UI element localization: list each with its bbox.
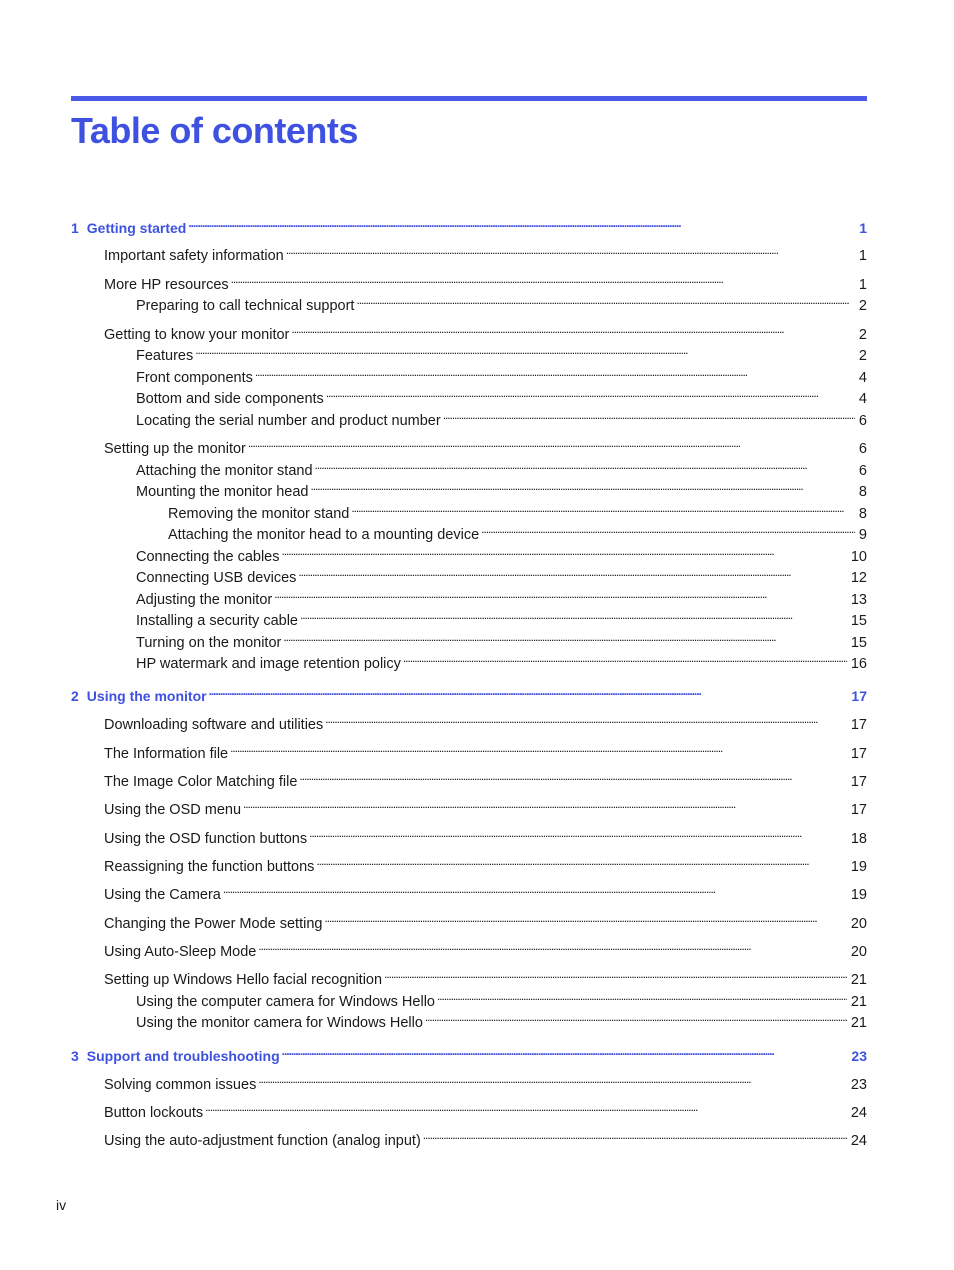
chapter-number: 2 — [71, 688, 79, 704]
toc-entry[interactable] — [104, 709, 867, 733]
toc-entry-title: Preparing to call technical support — [136, 298, 355, 314]
dot-leader — [356, 290, 854, 310]
toc-page-number: 20 — [850, 944, 867, 960]
toc-entry[interactable] — [104, 240, 867, 264]
dot-leader — [443, 405, 855, 425]
dot-leader — [299, 766, 846, 786]
toc-entry-title — [71, 686, 207, 706]
toc-entry[interactable] — [168, 498, 867, 522]
toc-page-number: 8 — [858, 484, 867, 500]
toc-entry-title: Reassigning the function buttons — [104, 859, 315, 875]
toc-entry-title: Downloading software and utilities — [104, 717, 324, 733]
toc-page-number: 20 — [850, 916, 867, 932]
toc-page-number: 23 — [851, 1048, 867, 1064]
toc-entry-title: Setting up Windows Hello facial recognition — [104, 972, 383, 988]
toc-entry-title: Important safety information — [104, 248, 284, 264]
dot-leader — [384, 964, 847, 984]
toc-entry[interactable] — [104, 936, 867, 960]
toc-entry[interactable] — [104, 738, 867, 762]
toc-entry[interactable] — [136, 1007, 867, 1031]
toc-entry-title: Front components — [136, 370, 253, 386]
toc-entry[interactable] — [104, 851, 867, 875]
page-number: iv — [56, 1197, 67, 1213]
toc-chapter-entry[interactable] — [71, 213, 867, 236]
toc-page-number: 12 — [850, 570, 867, 586]
toc-page-number: 17 — [850, 802, 867, 818]
toc-entry[interactable] — [136, 340, 867, 364]
toc-page-number: 17 — [850, 746, 867, 762]
dot-leader — [300, 605, 847, 625]
toc-entry-title: Button lockouts — [104, 1105, 204, 1121]
toc-page-number: 21 — [850, 972, 867, 988]
toc-entry[interactable] — [136, 986, 867, 1010]
toc-entry-title: HP watermark and image retention policy — [136, 656, 401, 672]
toc-entry[interactable] — [136, 648, 867, 672]
toc-page-number: 2 — [858, 327, 867, 343]
toc-entry[interactable] — [104, 794, 867, 818]
toc-entry[interactable] — [136, 290, 867, 314]
toc-entry[interactable] — [104, 269, 867, 293]
toc-entry[interactable] — [104, 908, 867, 932]
dot-leader — [248, 433, 855, 453]
toc-entry-title: Bottom and side components — [136, 391, 324, 407]
dot-leader — [291, 319, 855, 339]
chapter-title: Using the monitor — [86, 688, 207, 704]
dot-leader — [205, 1097, 847, 1117]
dot-leader — [326, 383, 855, 403]
dot-leader — [286, 240, 855, 260]
toc-entry-title: Turning on the monitor — [136, 635, 282, 651]
toc-entry-title: More HP resources — [104, 277, 229, 293]
toc-entry[interactable] — [104, 1069, 867, 1093]
toc-entry-title: Using the Camera — [104, 887, 221, 903]
toc-entry-title: Using the OSD function buttons — [104, 831, 308, 847]
dot-leader — [315, 455, 855, 475]
toc-entry-title: Mounting the monitor head — [136, 484, 309, 500]
dot-leader — [209, 681, 848, 701]
toc-page-number: 24 — [850, 1133, 867, 1149]
toc-page-number: 6 — [858, 413, 867, 429]
toc-entry[interactable] — [136, 562, 867, 586]
toc-page-number: 4 — [858, 391, 867, 407]
toc-entry-title: Removing the monitor stand — [168, 506, 350, 522]
toc-entry[interactable] — [104, 433, 867, 457]
toc-entry-title — [71, 1046, 280, 1066]
dot-leader — [230, 738, 847, 758]
dot-leader — [309, 823, 847, 843]
toc-page-number: 16 — [850, 656, 867, 672]
toc-page-number: 13 — [850, 592, 867, 608]
dot-leader — [223, 879, 847, 899]
dot-leader — [403, 648, 847, 668]
dot-leader — [282, 541, 847, 561]
toc-entry[interactable] — [104, 823, 867, 847]
toc-entry-title: Adjusting the monitor — [136, 592, 273, 608]
toc-entry[interactable] — [136, 476, 867, 500]
dot-leader — [324, 908, 846, 928]
toc-page-number: 1 — [858, 248, 867, 264]
toc-entry[interactable] — [136, 405, 867, 429]
dot-leader — [231, 269, 855, 289]
toc-page-number: 1 — [858, 277, 867, 293]
toc-entry-title: Setting up the monitor — [104, 441, 246, 457]
toc-entry[interactable] — [136, 455, 867, 479]
dot-leader — [325, 709, 847, 729]
dot-leader — [316, 851, 846, 871]
toc-entry[interactable] — [104, 766, 867, 790]
toc-entry-title: Installing a security cable — [136, 613, 298, 629]
title-rule — [71, 96, 867, 101]
toc-page-number: 4 — [858, 370, 867, 386]
dot-leader — [282, 1041, 848, 1061]
toc-page-number: 19 — [850, 859, 867, 875]
toc-entry[interactable] — [136, 627, 867, 651]
toc-entry[interactable] — [104, 964, 867, 988]
toc-page-number: 23 — [850, 1077, 867, 1093]
dot-leader — [195, 340, 855, 360]
toc-entry-title: Attaching the monitor head to a mounting device — [168, 527, 480, 543]
toc-entry-title: Using the OSD menu — [104, 802, 242, 818]
toc-page-number: 18 — [850, 831, 867, 847]
toc-chapter-entry[interactable] — [71, 681, 867, 704]
toc-page-number: 8 — [858, 506, 867, 522]
dot-leader — [425, 1007, 847, 1027]
dot-leader — [258, 1069, 847, 1089]
toc-entry-title: Using the monitor camera for Windows Hello — [136, 1015, 423, 1031]
toc-entry[interactable] — [104, 1097, 867, 1121]
dot-leader — [255, 362, 855, 382]
toc-entry-title: The Information file — [104, 746, 229, 762]
chapter-title: Support and troubleshooting — [86, 1048, 280, 1064]
toc-entry[interactable] — [104, 1125, 867, 1149]
toc-page-number: 6 — [858, 441, 867, 457]
toc-entry[interactable] — [136, 584, 867, 608]
dot-leader — [423, 1125, 847, 1145]
toc-entry-title: Using Auto-Sleep Mode — [104, 944, 257, 960]
toc-entry[interactable] — [136, 383, 867, 407]
toc-entry-title — [71, 218, 186, 238]
toc-page-number: 10 — [850, 549, 867, 565]
toc-entry-title: Solving common issues — [104, 1077, 257, 1093]
dot-leader — [274, 584, 847, 604]
toc-page-number: 21 — [850, 1015, 867, 1031]
toc-entry-title: The Image Color Matching file — [104, 774, 298, 790]
toc-entry-title: Features — [136, 348, 194, 364]
toc-entry-title: Changing the Power Mode setting — [104, 916, 323, 932]
chapter-number: 3 — [71, 1048, 79, 1064]
toc-entry[interactable] — [136, 541, 867, 565]
dot-leader — [481, 519, 855, 539]
toc-entry[interactable] — [104, 879, 867, 903]
toc-page-number: 1 — [859, 220, 867, 236]
toc-entry-title: Locating the serial number and product number — [136, 413, 441, 429]
toc-page-number: 15 — [850, 635, 867, 651]
dot-leader — [351, 498, 855, 518]
toc-entry-title: Using the computer camera for Windows Hello — [136, 994, 435, 1010]
dot-leader — [298, 562, 846, 582]
dot-leader — [283, 627, 847, 647]
toc-chapter-entry[interactable] — [71, 1041, 867, 1064]
toc-page-number: 6 — [858, 463, 867, 479]
toc-entry[interactable] — [168, 519, 867, 543]
toc-entry-title: Attaching the monitor stand — [136, 463, 313, 479]
toc-page-number: 24 — [850, 1105, 867, 1121]
toc-page-number: 9 — [858, 527, 867, 543]
toc-entry-title: Getting to know your monitor — [104, 327, 290, 343]
dot-leader — [243, 794, 847, 814]
toc-page-number: 17 — [851, 688, 867, 704]
toc-page-number: 21 — [850, 994, 867, 1010]
toc-page-number: 15 — [850, 613, 867, 629]
toc-entry[interactable] — [104, 319, 867, 343]
dot-leader — [437, 986, 847, 1006]
toc-entry[interactable] — [136, 605, 867, 629]
dot-leader — [311, 476, 855, 496]
toc-entry[interactable] — [136, 362, 867, 386]
toc-entry-title: Connecting the cables — [136, 549, 280, 565]
toc-entry-title: Connecting USB devices — [136, 570, 297, 586]
toc-page-number: 19 — [850, 887, 867, 903]
dot-leader — [258, 936, 847, 956]
page-title: Table of contents — [71, 110, 358, 151]
toc-page-number: 2 — [858, 348, 867, 364]
toc-page-number: 17 — [850, 717, 867, 733]
chapter-number: 1 — [71, 220, 79, 236]
chapter-title: Getting started — [86, 220, 187, 236]
dot-leader — [188, 213, 855, 233]
toc-entry-title: Using the auto-adjustment function (analog input) — [104, 1133, 421, 1149]
toc-page-number: 17 — [850, 774, 867, 790]
toc-page-number: 2 — [858, 298, 867, 314]
